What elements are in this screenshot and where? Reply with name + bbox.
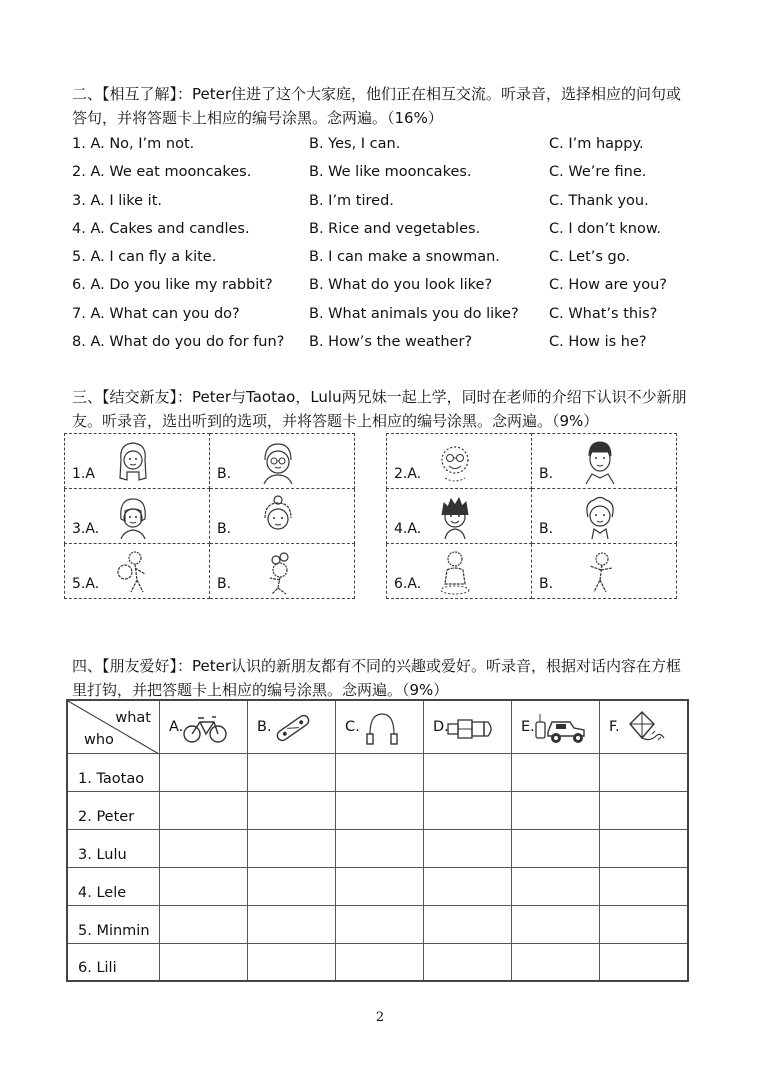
tick-box[interactable]	[248, 829, 336, 867]
option-label: 5.A.	[72, 576, 100, 592]
girl-long-hair-icon	[111, 438, 155, 486]
row-name: 3. Lulu	[78, 846, 127, 863]
tick-box[interactable]	[424, 905, 512, 943]
tick-box[interactable]	[600, 905, 689, 943]
option-b: B. Yes, I can.	[309, 136, 401, 152]
section2-heading: 二、【相互了解】：Peter住进了这个大家庭，他们正在相互交流。听录音，选择相应的问句或答句，并将答题卡上相应的编号涂黑。念两遍。（16%）	[72, 85, 682, 127]
column-label: E.	[521, 719, 535, 735]
table-row	[67, 905, 688, 943]
picture-cell	[65, 489, 210, 544]
picture-grid-right	[386, 433, 677, 599]
tick-box[interactable]	[512, 867, 600, 905]
picture-cell	[210, 489, 355, 544]
option-c: C. How are you?	[549, 277, 667, 294]
tick-box[interactable]	[336, 829, 424, 867]
table-header-row	[67, 700, 688, 753]
tick-box[interactable]	[424, 753, 512, 791]
question-row-3	[72, 193, 692, 221]
option-label: 1.A	[72, 466, 95, 482]
tick-box[interactable]	[512, 829, 600, 867]
tick-box[interactable]	[336, 905, 424, 943]
question-row-7	[72, 306, 692, 334]
kite-icon	[622, 710, 668, 746]
row-name: 2. Peter	[78, 808, 135, 825]
table-row	[67, 829, 688, 867]
corner-cell	[67, 700, 160, 753]
picture-cell	[65, 434, 210, 489]
boy-spiky-hair-icon	[433, 493, 477, 541]
option-c: C. Thank you.	[549, 192, 649, 209]
picture-cell	[532, 489, 677, 544]
option-c: C. I’m happy.	[549, 136, 644, 152]
option-b: B. We like mooncakes.	[309, 164, 472, 181]
option-c: C. What’s this?	[549, 305, 658, 322]
section4-heading: 四、【朋友爱好】：Peter认识的新朋友都有不同的兴趣或爱好。听录音，根据对话内容在方框里打钩，并把答题卡上相应的编号涂黑。念两遍。（9%）	[72, 657, 682, 699]
option-b: B. What animals you do like?	[309, 305, 519, 322]
kid-with-toys-icon	[433, 548, 477, 596]
tick-box[interactable]	[248, 867, 336, 905]
girl-bob-hair-icon	[111, 493, 155, 541]
column-header-e	[512, 700, 600, 753]
column-label: A.	[169, 719, 184, 735]
option-b: B. Rice and vegetables.	[309, 220, 481, 237]
option-c: C. Let’s go.	[549, 249, 630, 266]
tick-box[interactable]	[160, 943, 248, 981]
column-header-a	[160, 700, 248, 753]
question-row-4	[72, 221, 692, 249]
picture-cell	[387, 544, 532, 599]
option-label: 3.A.	[72, 521, 100, 537]
tick-box[interactable]	[512, 943, 600, 981]
tick-box[interactable]	[336, 753, 424, 791]
page-number: 2	[375, 1010, 385, 1025]
option-label: B.	[217, 576, 232, 592]
column-label: C.	[345, 719, 360, 735]
tick-box[interactable]	[336, 867, 424, 905]
tick-box[interactable]	[600, 753, 689, 791]
option-c: C. How is he?	[549, 334, 647, 351]
tick-box[interactable]	[424, 829, 512, 867]
tick-box[interactable]	[248, 791, 336, 829]
question-row-1	[72, 136, 692, 164]
option-a: 3. A. I like it.	[72, 192, 163, 209]
option-label: 2.A.	[394, 466, 422, 482]
table-row	[67, 943, 688, 981]
tick-box[interactable]	[336, 943, 424, 981]
option-label: B.	[217, 466, 232, 482]
option-label: 4.A.	[394, 521, 422, 537]
tick-box[interactable]	[424, 791, 512, 829]
column-label: B.	[257, 719, 272, 735]
section3-heading: 三、【结交新友】：Peter与Taotao，Lulu两兄妹一起上学，同时在老师的介绍下认识不少新朋友。听录音，选出听到的选项，并将答题卡上相应的编号涂黑。念两遍。（9%）	[72, 388, 687, 430]
option-a: 2. A. We eat mooncakes.	[72, 164, 252, 181]
tick-box[interactable]	[600, 867, 689, 905]
column-header-c	[336, 700, 424, 753]
option-b: B. What do you look like?	[309, 277, 493, 294]
blocks-icon	[446, 710, 496, 746]
tick-box[interactable]	[160, 905, 248, 943]
kid-dancing-icon	[578, 548, 622, 596]
option-b: B. I’m tired.	[309, 192, 394, 209]
question-row-2	[72, 164, 692, 192]
picture-cell	[210, 434, 355, 489]
girl-curly-hair-icon	[578, 493, 622, 541]
hobby-table	[66, 699, 689, 982]
row-name: 4. Lele	[78, 884, 127, 901]
option-a: 1. A. No, I’m not.	[72, 136, 195, 152]
toy-car-icon	[534, 710, 588, 746]
row-name: 6. Lili	[78, 960, 117, 976]
tick-box[interactable]	[600, 829, 689, 867]
row-name: 5. Minmin	[78, 922, 150, 939]
tick-box[interactable]	[160, 867, 248, 905]
kid-with-flowers-icon	[256, 548, 300, 596]
question-row-8	[72, 334, 692, 362]
corner-what-label: what	[115, 710, 151, 726]
skateboard-icon	[270, 710, 316, 746]
picture-cell	[387, 434, 532, 489]
column-label: F.	[609, 719, 620, 735]
column-header-f	[600, 700, 689, 753]
option-a: 8. A. What do you do for fun?	[72, 334, 285, 351]
tick-box[interactable]	[600, 943, 689, 981]
tick-box[interactable]	[600, 791, 689, 829]
tick-box[interactable]	[424, 867, 512, 905]
girl-hair-bun-icon	[256, 493, 300, 541]
question-row-6	[72, 277, 692, 305]
option-c: C. We’re fine.	[549, 164, 647, 181]
table-row	[67, 791, 688, 829]
tick-box[interactable]	[248, 905, 336, 943]
girl-glasses-icon	[256, 438, 300, 486]
option-label: 6.A.	[394, 576, 422, 592]
picture-cell	[532, 434, 677, 489]
tick-box[interactable]	[160, 753, 248, 791]
option-label: B.	[539, 576, 554, 592]
option-b: B. I can make a snowman.	[309, 249, 500, 266]
option-a: 7. A. What can you do?	[72, 305, 240, 322]
row-name: 1. Taotao	[78, 770, 145, 787]
tick-box[interactable]	[160, 829, 248, 867]
option-a: 5. A. I can fly a kite.	[72, 249, 217, 266]
option-label: B.	[539, 466, 554, 482]
table-row	[67, 753, 688, 791]
corner-who-label: who	[84, 731, 114, 748]
option-a: 4. A. Cakes and candles.	[72, 220, 250, 237]
bicycle-icon	[182, 710, 228, 746]
section2-questions	[72, 136, 692, 362]
tick-box[interactable]	[160, 791, 248, 829]
tick-box[interactable]	[424, 943, 512, 981]
tick-box[interactable]	[512, 791, 600, 829]
tick-box[interactable]	[336, 791, 424, 829]
tick-box[interactable]	[248, 943, 336, 981]
picture-grid-left	[64, 433, 355, 599]
option-c: C. I don’t know.	[549, 220, 661, 237]
picture-cell	[65, 544, 210, 599]
man-short-hair-icon	[578, 438, 622, 486]
picture-cell	[387, 489, 532, 544]
kid-playing-ball-icon	[111, 548, 155, 596]
picture-cell	[532, 544, 677, 599]
jump-rope-icon	[358, 710, 404, 746]
tick-box[interactable]	[512, 753, 600, 791]
option-label: B.	[539, 521, 554, 537]
option-b: B. How’s the weather?	[309, 334, 473, 351]
tick-box[interactable]	[512, 905, 600, 943]
grandpa-glasses-icon	[433, 438, 477, 486]
tick-box[interactable]	[248, 753, 336, 791]
column-header-d	[424, 700, 512, 753]
column-header-b	[248, 700, 336, 753]
picture-cell	[210, 544, 355, 599]
question-row-5	[72, 249, 692, 277]
table-row	[67, 867, 688, 905]
option-label: B.	[217, 521, 232, 537]
option-a: 6. A. Do you like my rabbit?	[72, 277, 273, 294]
column-label: D.	[433, 719, 449, 735]
